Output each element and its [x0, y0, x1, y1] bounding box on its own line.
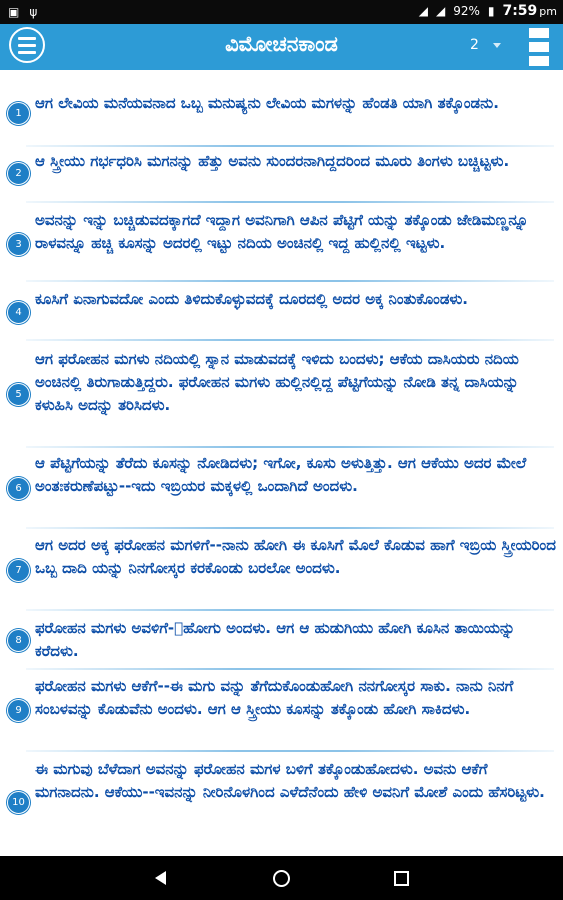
status-left — [8, 4, 37, 21]
navigation-bar — [0, 856, 563, 900]
verse-divider — [26, 201, 554, 203]
back-icon[interactable] — [155, 871, 166, 885]
wifi-icon: ◢ — [418, 4, 428, 18]
verse-divider — [26, 527, 554, 529]
app-bar — [0, 24, 563, 70]
verse-number-badge: 7 — [7, 559, 30, 582]
verse-list — [0, 70, 563, 856]
verse-text: ಆಗ ಅದರ ಅಕ್ಕ ಫರೋಹನ ಮಗಳಿಗೆ--ನಾನು ಹೋಗಿ ಈ ಕೂಸಿಗೆ ಮೊಲೆ ಕೊಡುವ ಹಾಗೆ ಇಬ್ರಿಯ ಸ್ತ್ರೀಯರಿಂದ ಒಬ್ಬ ದಾದಿ ಯನ್ನು ನಿನಗೋಸ್ಕರ ಕರಕೊಂಡು ಬರಲೋ ಅಂದಳು. — [35, 536, 556, 577]
verse-text: ಅವನನ್ನು ಇನ್ನು ಬಚ್ಚಿಡುವದಕ್ಕಾಗದೆ ಇದ್ದಾಗ ಅವನಿಗಾಗಿ ಆಪಿನ ಪೆಟ್ಟಿಗೆ ಯನ್ನು ತಕ್ಕೊಂಡು ಜೇಡಿಮಣ್ಣನ್ನೂ ರಾಳವನ್ನೂ ಹಚ್ಚಿ ಕೂಸನ್ನು ಅದರಲ್ಲಿ ಇಟ್ಟು ನದಿಯ ಅಂಚಿನಲ್ಲಿ ಇದ್ದ ಹುಲ್ಲಿನಲ್ಲಿ ಇಟ್ಟಳು. — [35, 211, 529, 252]
verse-item[interactable] — [7, 532, 556, 580]
battery-icon: ▮ — [487, 4, 495, 18]
clock-suffix: pm — [539, 5, 557, 18]
recents-icon[interactable] — [394, 871, 409, 886]
gallery-icon: ▣ — [8, 5, 20, 19]
verse-number-badge: 2 — [7, 162, 30, 185]
chevron-down-icon — [493, 43, 501, 48]
verse-divider — [26, 446, 554, 448]
clock: 7:59 — [502, 3, 538, 19]
verse-item[interactable] — [7, 90, 556, 119]
book-title: ವಿಮೋಚನಕಾಂಡ — [225, 32, 338, 56]
verse-number-badge: 8 — [7, 629, 30, 652]
verse-number-badge: 5 — [7, 383, 30, 406]
verse-item[interactable] — [7, 450, 556, 498]
verse-text: ಆಗ ಲೇವಿಯ ಮನೆಯವನಾದ ಒಬ್ಬ ಮನುಷ್ಯನು ಲೇವಿಯ ಮಗಳನ್ನು ಹೆಂಡತಿ ಯಾಗಿ ತಕ್ಕೊಂಡನು. — [35, 94, 499, 112]
verse-divider — [26, 668, 554, 670]
verse-text: ಈ ಮಗುವು ಬೆಳೆದಾಗ ಅವನನ್ನು ಫರೋಹನ ಮಗಳ ಬಳಿಗೆ ತಕ್ಕೊಂಡುಹೋದಳು. ಅವನು ಆಕೆಗೆ ಮಗನಾದನು. ಆಕೆಯು--ಇವನನ್ನು ನೀರಿನೊಳಗಿಂದ ಎಳೆದೆನೆಂದು ಹೇಳಿ ಅವನಿಗೆ ಮೋಶೆ ಎಂದು ಹೆಸರಿಟ್ಟಳು. — [35, 760, 545, 801]
verse-divider — [26, 280, 554, 282]
verse-item[interactable] — [7, 207, 556, 255]
status-bar — [0, 0, 563, 24]
verse-divider — [26, 145, 554, 147]
verse-text: ಆ ಸ್ತ್ರೀಯು ಗರ್ಭಧರಿಸಿ ಮಗನನ್ನು ಹೆತ್ತು ಅವನು ಸುಂದರನಾಗಿದ್ದದರಿಂದ ಮೂರು ತಿಂಗಳು ಬಚ್ಚಿಟ್ಟಳು. — [35, 152, 510, 170]
verse-item[interactable] — [7, 615, 556, 663]
verse-number-badge: 10 — [7, 791, 30, 814]
verse-text: ಕೂಸಿಗೆ ಏನಾಗುವದೋ ಎಂದು ತಿಳಿದುಕೊಳ್ಳುವದಕ್ಕೆ ದೂರದಲ್ಲಿ ಅದರ ಅಕ್ಕ ನಿಂತುಕೊಂಡಳು. — [35, 290, 468, 308]
chapter-number: 2 — [470, 37, 479, 53]
verse-number-badge: 3 — [7, 233, 30, 256]
chapter-dropdown[interactable] — [470, 37, 501, 53]
verse-text: ಫರೋಹನ ಮಗಳು ಅವಳಿಗೆ-􏰀ಹೋಗು ಅಂದಳು. ಆಗ ಆ ಹುಡುಗಿಯು ಹೋಗಿ ಕೂಸಿನ ತಾಯಿಯನ್ನು ಕರೆದಳು. — [35, 619, 516, 660]
signal-icon: ◢ — [435, 4, 446, 18]
verse-number-badge: 4 — [7, 301, 30, 324]
verse-divider — [26, 609, 554, 611]
verse-item[interactable] — [7, 286, 556, 318]
verse-text: ಆಗ ಫರೋಹನ ಮಗಳು ನದಿಯಲ್ಲಿ ಸ್ನಾನ ಮಾಡುವದಕ್ಕೆ ಇಳಿದು ಬಂದಳು; ಆಕೆಯ ದಾಸಿಯರು ನದಿಯ ಅಂಚಿನಲ್ಲಿ ತಿರುಗಾಡುತ್ತಿದ್ದರು. ಫರೋಹನ ಮಗಳು ಹುಲ್ಲಿನಲ್ಲಿದ್ದ ಪೆಟ್ಟಿಗೆಯನ್ನು ನೋಡಿ ತನ್ನ ದಾಸಿಯನ್ನು ಕಳುಹಿಸಿ ಅದನ್ನು ತರಿಸಿದಳು. — [35, 350, 519, 414]
status-right — [419, 3, 557, 20]
overflow-menu-icon[interactable] — [529, 28, 549, 66]
verse-number-badge: 6 — [7, 477, 30, 500]
usb-icon: ψ — [29, 5, 38, 19]
verse-text: ಫರೋಹನ ಮಗಳು ಆಕೆಗೆ--ಈ ಮಗು ವನ್ನು ತೆಗೆದುಕೊಂಡುಹೋಗಿ ನನಗೋಸ್ಕರ ಸಾಕು. ನಾನು ನಿನಗೆ ಸಂಬಳವನ್ನು ಕೊಡುವೆನು ಅಂದಳು. ಆಗ ಆ ಸ್ತ್ರೀಯು ಕೂಸನ್ನು ತಕ್ಕೊಂಡು ಹೋಗಿ ಸಾಕಿದಳು. — [35, 677, 514, 718]
verse-number-badge: 9 — [7, 699, 30, 722]
verse-item[interactable] — [7, 148, 556, 179]
verse-divider — [26, 339, 554, 341]
verse-item[interactable] — [7, 756, 556, 808]
verse-item[interactable] — [7, 346, 556, 417]
battery-percent: 92% — [453, 4, 480, 18]
verse-item[interactable] — [7, 673, 556, 721]
verse-number-badge: 1 — [7, 102, 30, 125]
verse-divider — [26, 750, 554, 752]
home-icon[interactable] — [273, 870, 290, 887]
verse-text: ಆ ಪೆಟ್ಟಿಗೆಯನ್ನು ತೆರೆದು ಕೂಸನ್ನು ನೋಡಿದಳು; ಇಗೋ, ಕೂಸು ಅಳುತ್ತಿತ್ತು. ಆಗ ಆಕೆಯು ಅದರ ಮೇಲೆ ಅಂತಃಕರುಣೆಪಟ್ಟು--ಇದು ಇಬ್ರಿಯರ ಮಕ್ಕಳಲ್ಲಿ ಒಂದಾಗಿದೆ ಅಂದಳು. — [35, 454, 527, 495]
